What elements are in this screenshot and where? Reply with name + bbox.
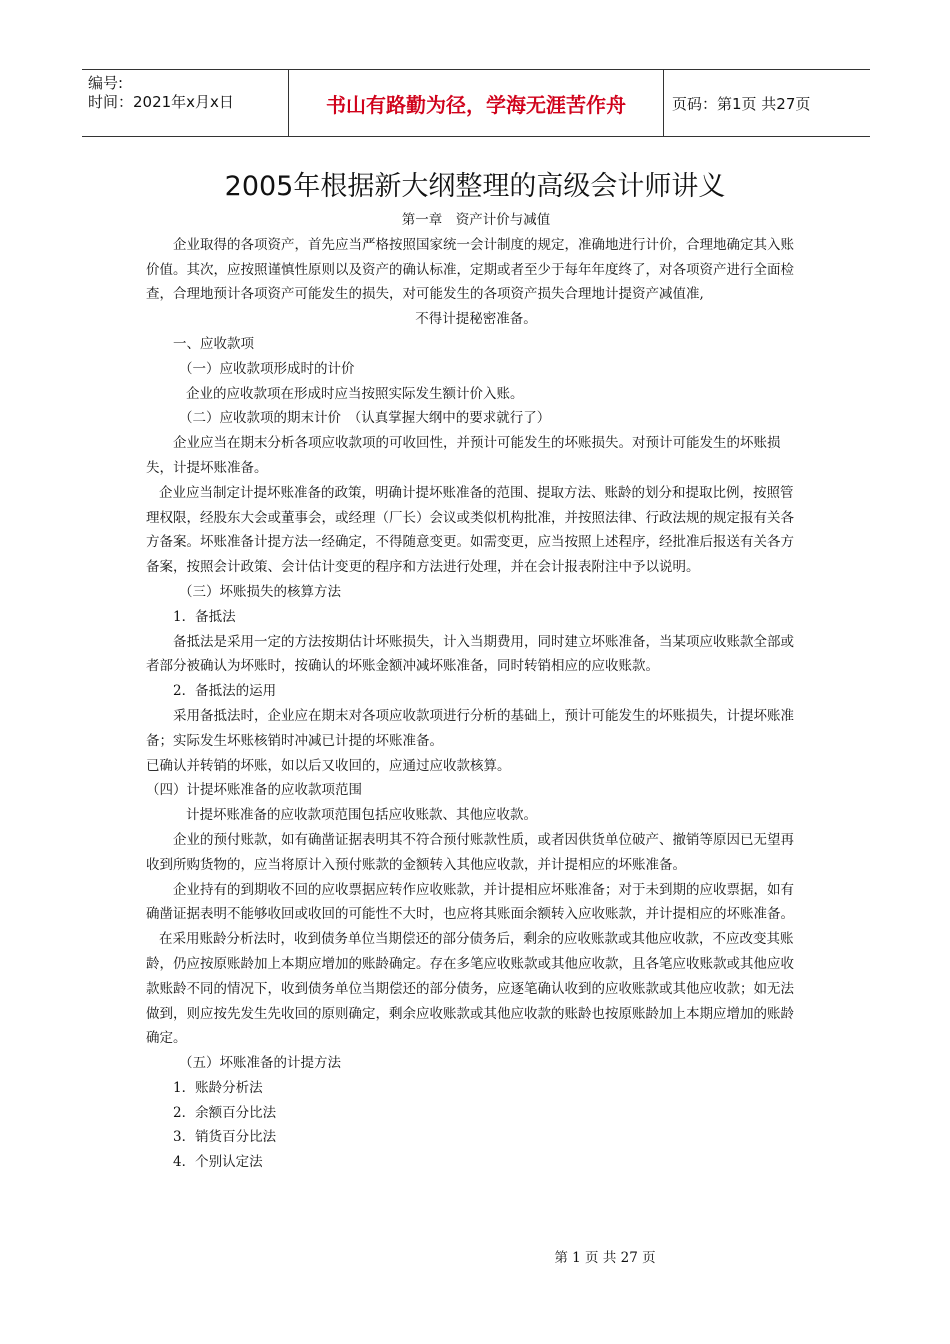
list-item: 2．余额百分比法 [173, 1104, 277, 1121]
subsection-heading: （四）计提坏账准备的应收款项范围 [146, 782, 362, 799]
chapter-heading: 第一章 资产计价与减值 [401, 212, 551, 228]
paragraph: 企业的预付账款，如有确凿证据表明其不符合预付账款性质，或者因供货单位破产、撤销等原因已无望再收到所购货物的，应当将原计入预付账款的金额转入其他应收款，并计提相应的坏账准备。 [146, 831, 794, 873]
paragraph: 企业应当制定计提坏账准备的政策，明确计提坏账准备的范围、提取方法、账龄的划分和提取比例，按照管理权限，经股东大会或董事会，或经理（厂长）会议或类似机构批准，并按照法律、行政法规的规定报有关各方备案。坏账准备计提方法一经确定，不得随意变更。如需变更，应当按照上述程序，经批准后报送有关各方备案，按照会计政策、会计估计变更的程序和方法进行处理，并在会计报表附注中予以说明。 [146, 484, 794, 576]
date-label: 时间：2021年x月x日 [88, 93, 234, 111]
list-item: 4．个别认定法 [173, 1154, 263, 1171]
subsection-heading: （三）坏账损失的核算方法 [179, 583, 341, 600]
subsection-heading: （一）应收款项形成时的计价 [179, 360, 355, 377]
list-item: 1．备抵法 [173, 608, 236, 625]
paragraph: 采用备抵法时，企业应在期末对各项应收款项进行分析的基础上，预计可能发生的坏账损失，计提坏账准备；实际发生坏账核销时冲减已计提的坏账准备。 [146, 707, 794, 749]
list-item: 2．备抵法的运用 [173, 683, 277, 700]
header-meta [82, 70, 288, 136]
paragraph: 已确认并转销的坏账，如以后又收回的，应通过应收款核算。 [146, 757, 511, 774]
paragraph: 在采用账龄分析法时，收到债务单位当期偿还的部分债务后，剩余的应收账款或其他应收款，不应改变其账龄，仍应按原账龄加上本期应增加的账龄确定。存在多笔应收账款或其他应收款，且各笔应收账款或其他应收款账龄不同的情况下，收到债务单位当期偿还的部分债务，应逐笔确认收到的应收账款或其他应收款；如无法做到，则应按先发生先收回的原则确定，剩余应收账款或其他应收款的账龄也按原账龄加上本期应增加的账龄确定。 [146, 931, 794, 1047]
paragraph: 企业的应收款项在形成时应当按照实际发生额计价入账。 [186, 385, 524, 402]
subsection-heading: （二）应收款项的期末计价 （认真掌握大纲中的要求就行了） [179, 410, 551, 427]
paragraph: 备抵法是采用一定的方法按期估计坏账损失，计入当期费用，同时建立坏账准备，当某项应收账款全部或者部分被确认为坏账时，按确认的坏账金额冲减坏账准备，同时转销相应的应收账款。 [146, 633, 794, 675]
section-heading: 一、应收款项 [173, 335, 254, 352]
document-body [146, 208, 806, 1175]
paragraph: 企业应当在期末分析各项应收款项的可收回性，并预计可能发生的坏账损失。对预计可能发生的坏账损失，计提坏账准备。 [146, 435, 781, 476]
list-item: 3．销货百分比法 [173, 1129, 277, 1146]
document-title: 2005年根据新大纲整理的高级会计师讲义 [224, 171, 726, 202]
paragraph: 计提坏账准备的应收款项范围包括应收账款、其他应收款。 [186, 807, 537, 824]
header-page-info: 页码：第1页 共27页 [672, 94, 811, 113]
intro-paragraph: 企业取得的各项资产，首先应当严格按照国家统一会计制度的规定，准确地进行计价，合理地确定其入账价值。其次，应按照谨慎性原则以及资产的确认标准，定期或者至少于每年年度终了，对各项资产进行全面检查，合理地预计各项资产可能发生的损失，对可能发生的各项资产损失合理地计提资产减值准, [146, 236, 794, 303]
list-item: 1．账龄分析法 [173, 1079, 263, 1096]
subsection-heading: （五）坏账准备的计提方法 [179, 1055, 341, 1072]
page-header [82, 69, 870, 137]
intro-paragraph-end: 不得计提秘密准备。 [415, 311, 537, 328]
page-footer: 第 1 页 共 27 页 [554, 1250, 656, 1266]
header-motto: 书山有路勤为径，学海无涯苦作舟 [288, 70, 664, 136]
paragraph: 企业持有的到期收不回的应收票据应转作应收账款，并计提相应坏账准备；对于未到期的应收票据，如有确凿证据表明不能够收回或收回的可能性不大时，也应将其账面余额转入应收账款，并计提相应的坏账准备。 [146, 881, 794, 923]
code-label: 编号: [88, 74, 124, 92]
